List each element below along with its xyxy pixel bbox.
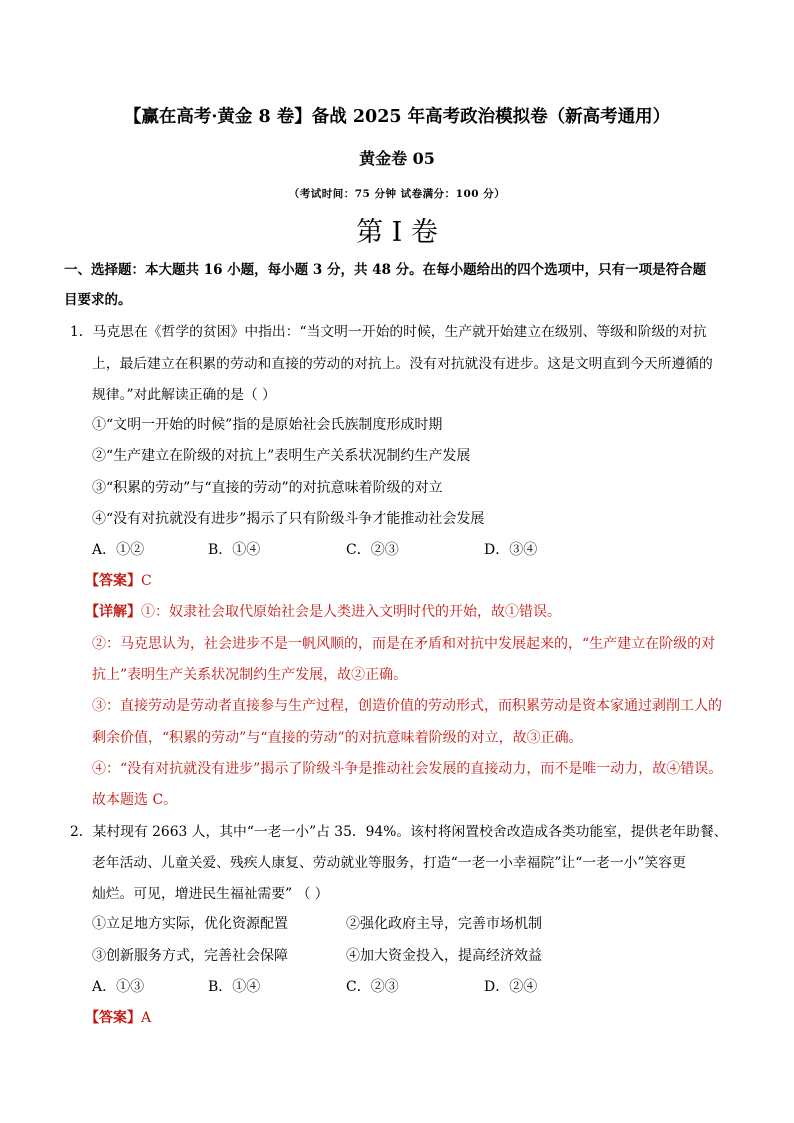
detail-label: 【详解】 [85, 604, 141, 620]
detail-text: ①：奴隶社会取代原始社会是人类进入文明时代的开始，故①错误。 [141, 604, 561, 620]
q1-option-b: B．①④ [208, 542, 261, 558]
q1-option-d: D．③④ [484, 542, 538, 558]
answer-value: C [141, 573, 152, 589]
q2-stem-line3: 灿烂。可见，增进民生福祉需要” （ ） [92, 886, 329, 902]
q1-detail-6: ④：“没有对抗就没有进步”揭示了阶级斗争是推动社会发展的直接动力，而不是唯一动力，故④错误。 [92, 761, 723, 777]
q2-option-a: A．①③ [92, 979, 145, 995]
q2-item-1: ①立足地方实际，优化资源配置 [92, 916, 288, 932]
q2-stem-line2: 老年活动、儿童关爱、残疾人康复、劳动就业等服务，打造“一老一小幸福院”让“一老一小”笑容更 [92, 855, 686, 871]
q1-item-1: ①“文明一开始的时候”指的是原始社会氏族制度形成时期 [92, 417, 443, 433]
q1-stem-line3: 规律。”对此解读正确的是（ ） [92, 387, 276, 403]
q2-option-d: D．②④ [484, 979, 538, 995]
q1-detail-1 [85, 601, 561, 621]
answer-label: 【答案】 [85, 1010, 141, 1026]
volume-heading: 第 I 卷 [356, 217, 438, 248]
exam-info: （考试时间：75 分钟 试卷满分：100 分） [288, 188, 506, 200]
q2-answer [85, 1007, 151, 1027]
page-title: 【赢在高考·黄金 8 卷】备战 2025 年高考政治模拟卷（新高考通用） [123, 107, 671, 127]
q1-detail-7: 故本题选 C。 [92, 792, 178, 808]
section-instruction-line2: 目要求的。 [64, 292, 132, 308]
q1-option-a: A．①② [92, 542, 145, 558]
answer-value: A [141, 1010, 152, 1026]
q1-option-c: C．②③ [346, 542, 399, 558]
q2-item-4: ④加大资金投入，提高经济效益 [346, 948, 542, 964]
q1-detail-3: 抗上”表明生产关系状况制约生产发展，故②正确。 [92, 667, 408, 683]
paper-subtitle: 黄金卷 05 [359, 149, 435, 168]
q1-detail-2: ②：马克思认为，社会进步不是一帆风顺的，而是在矛盾和对抗中发展起来的，“生产建立在阶级的对 [92, 636, 716, 652]
q2-item-3: ③创新服务方式，完善社会保障 [92, 948, 288, 964]
q1-answer [85, 570, 152, 590]
section-instruction-line1: 一、选择题：本大题共 16 小题，每小题 3 分，共 48 分。在每小题给出的四个选项中，只有一项是符合题 [64, 262, 707, 278]
q1-stem-line2: 上，最后建立在积累的劳动和直接的劳动的对抗上。没有对抗就没有进步。这是文明直到今天所遵循的 [92, 356, 713, 372]
q2-stem-line1: 2．某村现有 2663 人，其中“一老一小”占 35．94%。该村将闲置校舍改造成各类功能室，提供老年助餐、 [70, 824, 728, 840]
q1-item-4: ④“没有对抗就没有进步”揭示了只有阶级斗争才能推动社会发展 [92, 511, 485, 527]
q1-item-2: ②“生产建立在阶级的对抗上”表明生产关系状况制约生产发展 [92, 448, 471, 464]
answer-label: 【答案】 [85, 573, 141, 589]
q1-item-3: ③“积累的劳动”与“直接的劳动”的对抗意味着阶级的对立 [92, 480, 443, 496]
q1-detail-4: ③：直接劳动是劳动者直接参与生产过程，创造价值的劳动形式，而积累劳动是资本家通过剥削工人的 [92, 698, 722, 714]
q2-item-2: ②强化政府主导，完善市场机制 [346, 916, 542, 932]
q2-option-c: C．②③ [346, 979, 399, 995]
q1-stem-line1: 1．马克思在《哲学的贫困》中指出：“当文明一开始的时候，生产就开始建立在级别、等级和阶级的对抗 [70, 324, 707, 340]
q1-detail-5: 剩余价值，“积累的劳动”与“直接的劳动”的对抗意味着阶级的对立，故③正确。 [92, 730, 583, 746]
q2-option-b: B．①④ [208, 979, 261, 995]
